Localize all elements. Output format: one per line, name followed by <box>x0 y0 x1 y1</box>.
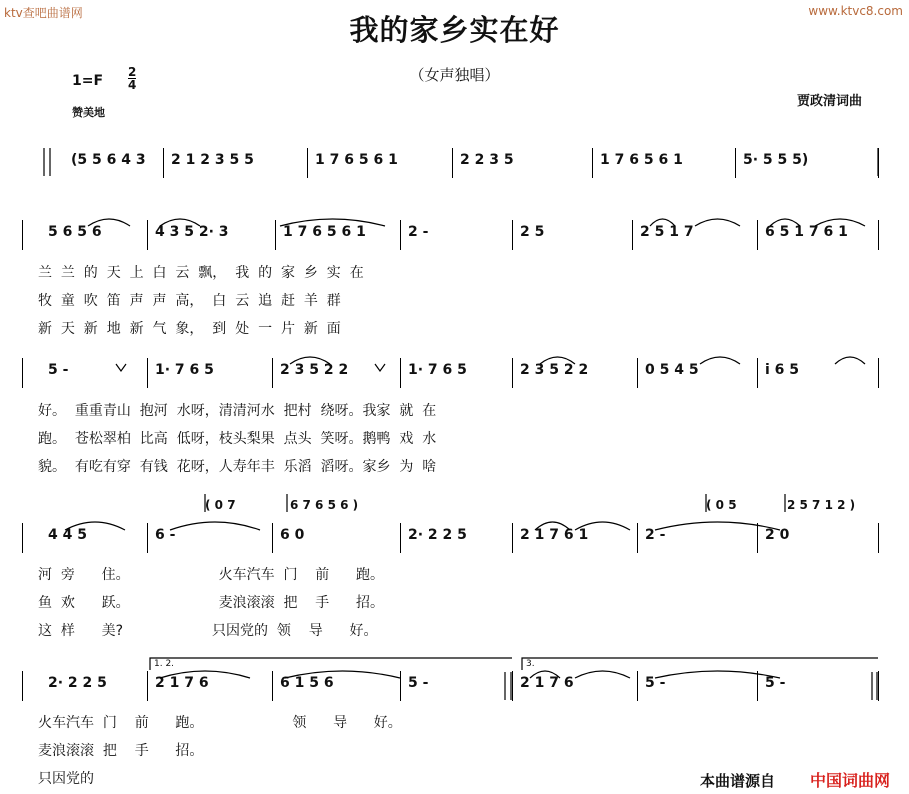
lyric-line: 貌。 有吃有穿 有钱 花呀，人寿年丰 乐滔 滔呀。家乡 为 啥 <box>38 459 437 475</box>
slur <box>290 357 330 364</box>
slur <box>655 671 780 678</box>
cue-notes: 6 7 6 5 6 ) <box>290 498 359 512</box>
lyric-line: 好。 重重青山 抱河 水呀，清清河水 把村 绕呀。我家 就 在 <box>38 403 437 419</box>
measure-notes: 2 1 2 3 5 5 <box>171 152 254 168</box>
watermark-right: www.ktvc8.com <box>808 4 903 18</box>
cue-notes: 2 5 7 1 2 ) <box>787 498 856 512</box>
lyric-line: 跑。 苍松翠柏 比高 低呀，枝头梨果 点头 笑呀。鹅鸭 戏 水 <box>38 431 437 447</box>
cue-notes: ( 0 7 <box>205 498 236 512</box>
tempo-marking: 赞美地 <box>72 106 105 119</box>
measure-notes: 5 - <box>408 675 429 691</box>
measure-notes: 4 3 5 2· 3 <box>155 224 229 240</box>
source-site: 中国词曲网 <box>810 771 891 790</box>
measure-notes: 0 5 4 5 <box>645 362 699 378</box>
time-signature-bottom: 4 <box>128 78 137 92</box>
lyric-line: 兰 兰 的 天 上 白 云 飘， 我 的 家 乡 实 在 <box>38 265 364 281</box>
slur <box>65 522 125 530</box>
slur <box>88 219 130 226</box>
lyric-line: 牧 童 吹 笛 声 声 高， 白 云 追 赶 羊 群 <box>38 293 341 309</box>
cue-notes: ( 0 5 <box>706 498 737 512</box>
measure-notes: 5 - <box>645 675 666 691</box>
final-barline <box>872 672 877 700</box>
slur <box>280 219 385 226</box>
measure-notes: 1 7 6 5 6 1 <box>315 152 398 168</box>
lyric-line: 河 旁 住。 火车汽车 门 前 跑。 <box>38 567 385 583</box>
measure-notes: 6 0 <box>280 527 305 543</box>
measure-notes: 2· 2 2 5 <box>408 527 467 543</box>
lyric-line: 麦浪滚滚 把 手 招。 <box>38 743 204 759</box>
measure-notes: 2· 2 2 5 <box>48 675 107 691</box>
measure-notes: 1· 7 6 5 <box>155 362 214 378</box>
measure-notes: 2 0 <box>765 527 790 543</box>
volta-bracket-2 <box>522 658 878 670</box>
lyric-line: 新 天 新 地 新 气 象， 到 处 一 片 新 面 <box>38 321 341 337</box>
measure-notes: 6 1 5 6 <box>280 675 334 691</box>
slur <box>835 357 865 364</box>
measure-notes: 5 6 5 6 <box>48 224 102 240</box>
measure-notes: 5 - <box>48 362 69 378</box>
measure-notes: 2 - <box>645 527 666 543</box>
slur <box>700 357 740 364</box>
measure-notes: i 6 5 <box>765 362 800 378</box>
volta-label: 3. <box>526 659 535 669</box>
measure-notes: 1· 7 6 5 <box>408 362 467 378</box>
measure-notes: (5 5 6 4 3 <box>71 152 146 168</box>
lyric-line: 这 样 美? 只因党的 领 导 好。 <box>38 623 378 639</box>
song-subtitle: （女声独唱） <box>409 66 500 84</box>
slur <box>170 522 260 530</box>
measure-notes: 2 3 5 2 2 <box>520 362 589 378</box>
volta-bracket-1 <box>150 658 512 670</box>
slur <box>575 522 630 530</box>
measure-notes: 5 - <box>765 675 786 691</box>
measure-notes: 2 1 7 6 <box>520 675 574 691</box>
measure-notes: 2 1 7 6 1 <box>520 527 589 543</box>
source-label: 本曲谱源自 <box>700 772 776 790</box>
slur <box>695 219 740 226</box>
measure-notes: 2 5 <box>520 224 545 240</box>
slur <box>160 219 200 226</box>
slur <box>530 671 560 678</box>
breath-mark <box>116 364 126 371</box>
slur <box>815 219 865 226</box>
measure-notes: 1 7 6 5 6 1 <box>600 152 683 168</box>
lyric-line: 鱼 欢 跃。 麦浪滚滚 把 手 招。 <box>38 595 385 611</box>
measure-notes: 4 4 5 <box>48 527 87 543</box>
slur <box>285 671 400 678</box>
slur <box>770 219 800 226</box>
measure-notes: 2 3 5 2 2 <box>280 362 349 378</box>
measure-notes: 2 - <box>408 224 429 240</box>
time-signature-top: 2 <box>128 65 137 79</box>
measure-notes: 6 5 1 7 6 1 <box>765 224 848 240</box>
repeat-start-sign <box>44 148 50 176</box>
measure-notes: 2 5 1 7 <box>640 224 694 240</box>
breath-mark <box>375 364 385 371</box>
volta-label: 1. 2. <box>154 659 175 669</box>
slur <box>535 522 570 530</box>
measure-notes: 2 1 7 6 <box>155 675 209 691</box>
song-title: 我的家乡实在好 <box>349 13 560 47</box>
measure-notes: 2 2 3 5 <box>460 152 514 168</box>
author-credit: 贾政清词曲 <box>797 94 863 109</box>
lyric-line: 只因党的 <box>38 771 94 787</box>
slur <box>540 357 575 364</box>
slur <box>650 219 675 226</box>
measure-notes: 6 - <box>155 527 176 543</box>
key-signature: 1=F <box>72 73 104 89</box>
repeat-end-sign <box>505 672 511 700</box>
slur <box>655 522 780 530</box>
slur <box>575 671 630 678</box>
cue-barlines <box>205 494 785 512</box>
measure-notes: 5· 5 5 5) <box>743 152 809 168</box>
slur <box>160 671 250 678</box>
watermark-left: ktv查吧曲谱网 <box>4 6 83 20</box>
lyric-line: 火车汽车 门 前 跑。 领 导 好。 <box>38 715 402 731</box>
measure-notes: 1 7 6 5 6 1 <box>283 224 366 240</box>
